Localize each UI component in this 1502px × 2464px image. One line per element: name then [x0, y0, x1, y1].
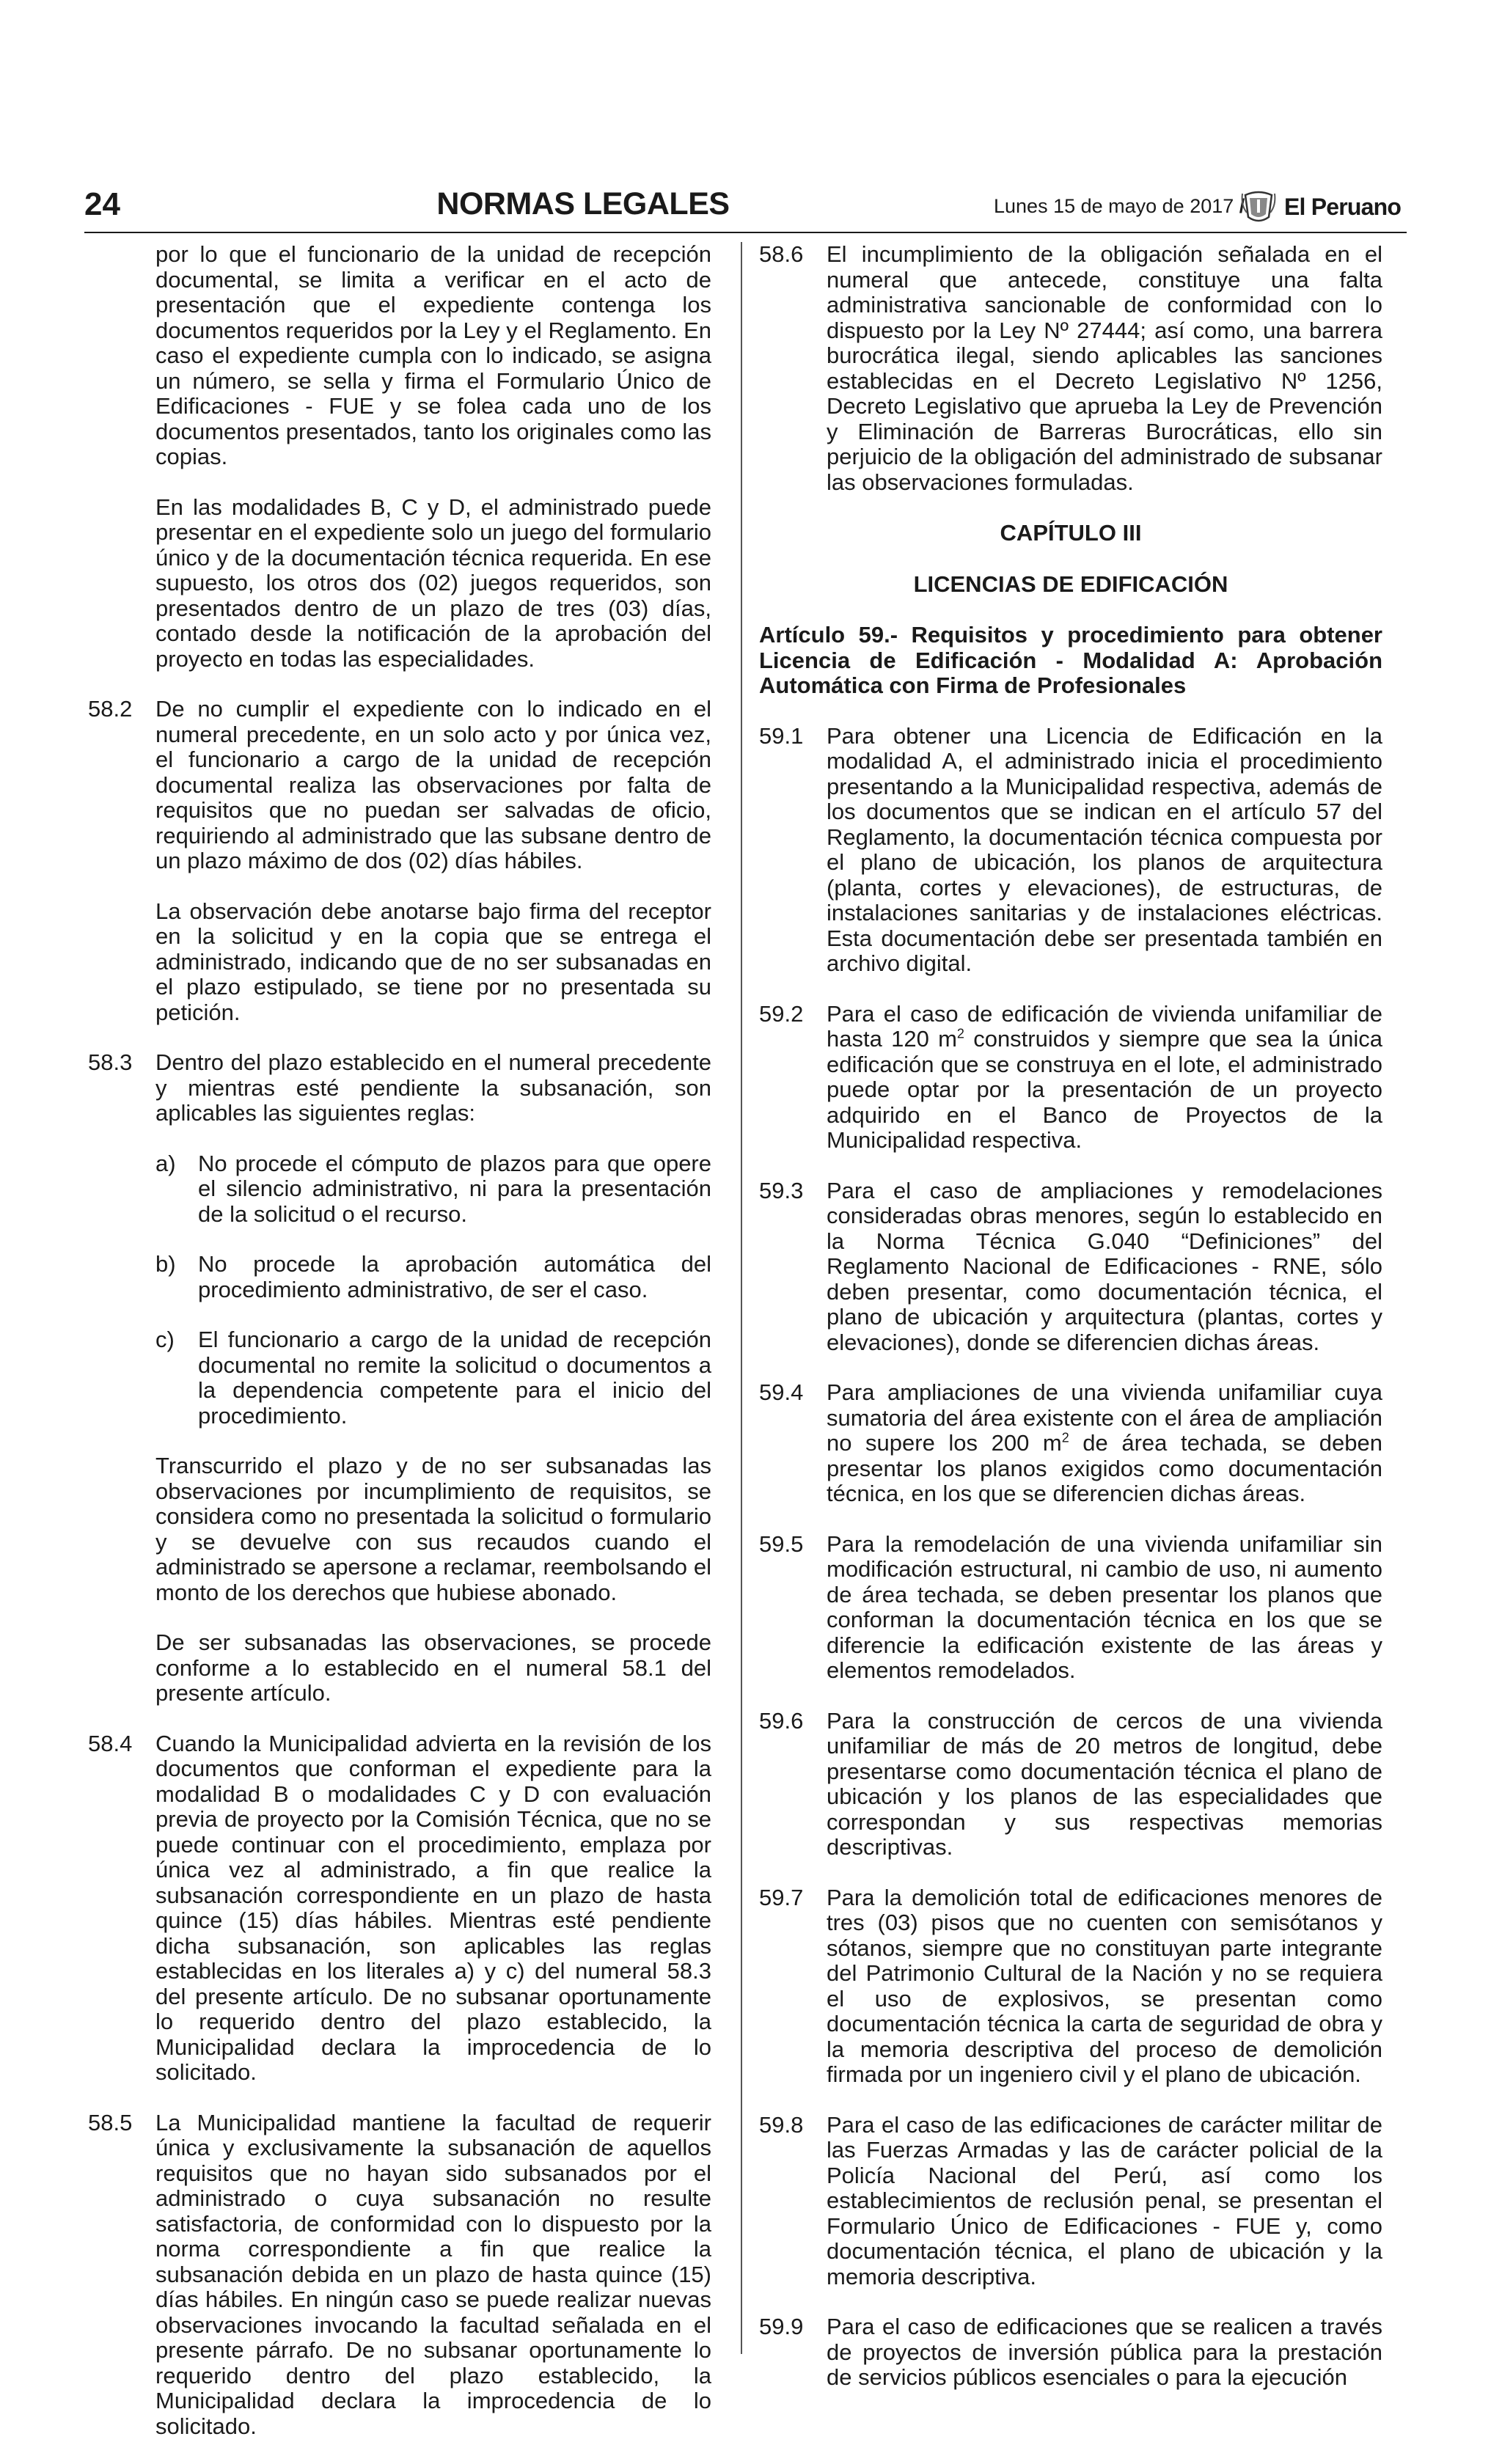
numeral-number: 58.3 [88, 1049, 133, 1075]
paragraph: Transcurrido el plazo y de no ser subsanadas las observaciones por incumplimiento de requisitos, se considera como no presentada la solicitud o formulario y se devuelve con sus recaudos cuando el administrado se apersone a reclamar, reembolsando el monto de los derechos que hubiese abonado. [155, 1453, 711, 1605]
numeral-text: Para el caso de edificaciones que se realicen a través de proyectos de inversión pública para la prestación de servicios públicos esenciales o para la ejecución [827, 2314, 1382, 2390]
literal-a [155, 1151, 711, 1228]
numeral-number: 58.5 [88, 2109, 133, 2135]
numeral-number: 58.4 [88, 1730, 133, 1756]
numeral-number: 59.8 [759, 2111, 804, 2138]
page-header [84, 183, 1404, 229]
numeral-number: 58.6 [759, 241, 804, 267]
literal-label: a) [155, 1150, 176, 1176]
numeral-number: 59.4 [759, 1379, 804, 1405]
chapter-heading: CAPÍTULO III [1000, 520, 1142, 546]
numeral-text: El incumplimiento de la obligación señalada en el numeral que antecede, constituye una falta administrativa sancionable de conformidad con lo dispuesto por la Ley Nº 27444; así como, una barrera burocrática ilegal, siendo aplicables las sanciones establecidas en el Decreto Legislativo Nº 1256, Decreto Legislativo que aprueba la Ley de Prevención y Eliminación de Barreras Burocráticas, ello sin perjuicio de la obligación del administrado de subsanar las observaciones formuladas. [827, 241, 1382, 495]
numeral-text [827, 1001, 1382, 1154]
numeral-number: 59.1 [759, 722, 804, 749]
date-separator: / [1239, 195, 1245, 217]
numeral-text: Dentro del plazo establecido en el numeral precedente y mientras esté pendiente la subsanación, son aplicables las siguientes reglas: [155, 1049, 711, 1126]
numeral-59-5 [759, 1532, 1382, 1684]
text-part: Para ampliaciones de una vivienda unifamiliar cuya sumatoria del área existente con el área de ampliación no supere los 200 m [827, 1379, 1382, 1456]
numeral-59-6 [759, 1709, 1382, 1860]
numeral-59-2 [759, 1002, 1382, 1154]
numeral-59-4 [759, 1380, 1382, 1507]
coat-of-arms-icon [1239, 188, 1278, 226]
superscript: 2 [956, 1026, 964, 1041]
numeral-number: 59.6 [759, 1707, 804, 1734]
literal-label: c) [155, 1327, 175, 1352]
paragraph: De ser subsanadas las observaciones, se procede conforme a lo establecido en el numeral 58.1 del presente artículo. [155, 1629, 711, 1706]
paragraph: En las modalidades B, C y D, el administrado puede presentar en el expediente solo un juego del formulario único y de la documentación técnica requerida. En ese supuesto, los otros dos (02) juegos requeridos, son presentados dentro de un plazo de tres (03) días, contado desde la notificación de la aprobación del proyecto en todas las especialidades. [155, 494, 711, 672]
numeral-text: Para la remodelación de una vivienda unifamiliar sin modificación estructural, ni cambio de uso, ni aumento de área techada, se deben presentar los planos que conforman la documentación técnica en los que se diferencie la edificación existente de las áreas y elementos remodelados. [827, 1530, 1382, 1683]
numeral-text: Para obtener una Licencia de Edificación en la modalidad A, el administrado inicia el procedimiento presentando a la Municipalidad respectiva, además de los documentos que se indican en el artículo 57 del Reglamento, la documentación técnica compuesta por el plano de ubicación, los planos de arquitectura (planta, cortes y elevaciones), de estructuras, de instalaciones sanitarias y de instalaciones eléctricas. Esta documentación debe ser presentada también en archivo digital. [827, 722, 1382, 976]
numeral-number: 59.7 [759, 1884, 804, 1910]
numeral-59-1 [759, 724, 1382, 977]
numeral-text: Para el caso de las edificaciones de carácter militar de las Fuerzas Armadas y las de carácter policial de la Policía Nacional del Perú, así como los establecimientos de reclusión penal, se presentan el Formulario Único de Edificaciones - FUE y, como documentación técnica, el plano de ubicación y la memoria descriptiva. [827, 2111, 1382, 2289]
numeral-59-7 [759, 1885, 1382, 2088]
literal-text: No procede el cómputo de plazos para que opere el silencio administrativo, ni para la presentación de la solicitud o el recurso. [198, 1150, 711, 1227]
numeral-number: 59.3 [759, 1177, 804, 1203]
text-part: construidos y siempre que sea la única edificación que se construya en el lote, el administrado puede optar por la presentación de un proyecto adquirido en el Banco de Proyectos de la Municipalidad respectiva. [827, 1026, 1383, 1153]
numeral-58-4 [88, 1731, 711, 2086]
column-divider [741, 242, 742, 2354]
right-column [759, 242, 1382, 2416]
literal-label: b) [155, 1251, 176, 1277]
numeral-number: 59.2 [759, 1000, 804, 1027]
numeral-text: Cuando la Municipalidad advierta en la revisión de los documentos que conforman el expediente para la modalidad B o modalidades C y D con evaluación previa de proyecto por la Comisión Técnica, que no se puede continuar con el procedimiento, emplaza por única vez al administrado, a fin que realice la subsanación correspondiente en un plazo de hasta quince (15) días hábiles. Mientras esté pendiente dicha subsanación, son aplicables las reglas establecidas en los literales a) y c) del numeral 58.3 del presente artículo. De no subsanar oportunamente lo requerido dentro del plazo establecido, la Municipalidad declara la improcedencia de lo solicitado. [155, 1730, 711, 2085]
numeral-58-6 [759, 242, 1382, 495]
paragraph: La observación debe anotarse bajo firma del receptor en la solicitud y en la copia que se entrega el administrado, indicando que de no ser subsanadas en el plazo estipulado, se tiene por no presentada su petición. [155, 898, 711, 1025]
numeral-59-9 [759, 2314, 1382, 2391]
page-number: 24 [84, 186, 120, 222]
numeral-58-3 [88, 1050, 711, 1126]
article-heading: Artículo 59.- Requisitos y procedimiento para obtener Licencia de Edificación - Modalidad A: Aprobación Automática con Firma de Profesionales [759, 622, 1382, 698]
literal-text: No procede la aprobación automática del procedimiento administrativo, de ser el caso. [198, 1251, 711, 1302]
numeral-59-3 [759, 1178, 1382, 1356]
numeral-59-8 [759, 2113, 1382, 2290]
numeral-text: Para la construcción de cercos de una vivienda unifamiliar de más de 20 metros de longitud, debe presentarse como documentación técnica el plano de ubicación y los planos de las especialidades que correspondan y sus respectivas memorias descriptivas. [827, 1707, 1382, 1860]
numeral-58-5 [88, 2111, 711, 2440]
numeral-text: Para el caso de ampliaciones y remodelaciones consideradas obras menores, según lo establecido en la Norma Técnica G.040 “Definiciones” del Reglamento Nacional de Edificaciones - RNE, sólo deben presentar, como documentación técnica, el plano de ubicación y arquitectura (plantas, cortes y elevaciones), donde se diferencien dichas áreas. [827, 1177, 1382, 1355]
numeral-text: La Municipalidad mantiene la facultad de requerir única y exclusivamente la subsanación de aquellos requisitos que no hayan sido subsanados por el administrado o cuya subsanación no resulte satisfactoria, de conformidad con lo dispuesto por la norma correspondiente a fin que realice la subsanación debida en un plazo de hasta quince (15) días hábiles. En ningún caso se puede realizar nuevas observaciones invocando la facultad señalada en el presente párrafo. De no subsanar oportunamente lo requerido dentro del plazo establecido, la Municipalidad declara la improcedencia de lo solicitado. [155, 2109, 711, 2439]
date-text: Lunes 15 de mayo de 2017 [994, 195, 1234, 217]
text-part: Para el caso de edificación de vivienda unifamiliar de hasta 120 m [827, 1000, 1382, 1052]
issue-date [994, 195, 1245, 218]
chapter-title: LICENCIAS DE EDIFICACIÓN [913, 571, 1228, 597]
numeral-text: De no cumplir el expediente con lo indicado en el numeral precedente, en un solo acto y por única vez, el funcionario a cargo de la unidad de recepción documental realiza las observaciones por falta de requisitos que no puedan ser salvadas de oficio, requiriendo al administrado que las subsane dentro de un plazo máximo de dos (02) días hábiles. [155, 696, 711, 873]
text-part: de área techada, se deben presentar los planos exigidos como documentación técnica, en los que se diferencien dichas áreas. [827, 1430, 1382, 1506]
numeral-number: 59.9 [759, 2314, 804, 2339]
header-rule [84, 232, 1407, 233]
numeral-58-2 [88, 697, 711, 874]
numeral-number: 59.5 [759, 1530, 804, 1557]
numeral-text [827, 1379, 1382, 1506]
numeral-number: 58.2 [88, 696, 133, 722]
literal-b [155, 1252, 711, 1302]
section-title: NORMAS LEGALES [436, 186, 730, 221]
left-column [88, 242, 711, 2464]
superscript: 2 [1061, 1430, 1069, 1445]
numeral-text: Para la demolición total de edificaciones menores de tres (03) pisos que no cuenten con semisótanos y sótanos, siempre que no constituyan parte integrante del Patrimonio Cultural de la Nación y no se requiera el uso de explosivos, se presentan como documentación técnica la carta de seguridad de obra y la memoria descriptiva del proceso de demolición firmada por un ingeniero civil y el plano de ubicación. [827, 1884, 1382, 2087]
literal-c [155, 1327, 711, 1429]
newspaper-brand: El Peruano [1284, 194, 1402, 220]
literal-text: El funcionario a cargo de la unidad de recepción documental no remite la solicitud o documentos a la dependencia competente para el inicio del procedimiento. [198, 1327, 711, 1429]
paragraph: por lo que el funcionario de la unidad de recepción documental, se limita a verificar en el acto de presentación que el expediente contenga los documentos requeridos por la Ley y el Reglamento. En caso el expediente cumpla con lo indicado, se asigna un número, se sella y firma el Formulario Único de Edificaciones - FUE y se folea cada uno de los documentos presentados, tanto los originales como las copias. [155, 241, 711, 469]
